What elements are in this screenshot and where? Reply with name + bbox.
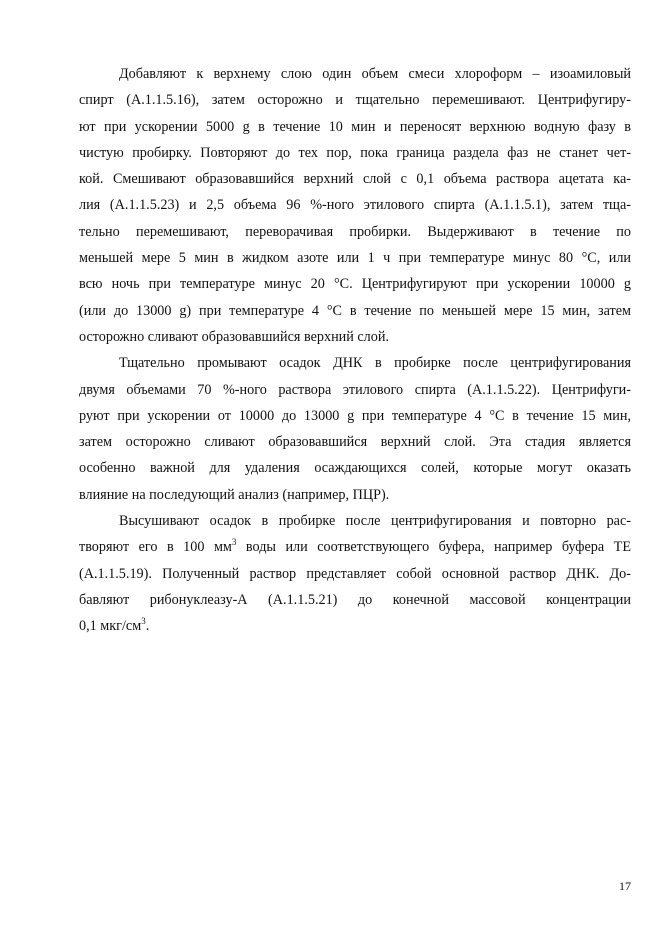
text-line: ют при ускорении 5000 g в течение 10 мин и переносят верхнюю водную фазу в — [79, 118, 631, 135]
superscript: 3 — [231, 536, 237, 547]
text-line: Добавляют к верхнему слою один объем смеси хлороформ – изоамиловый — [119, 66, 631, 82]
text-line: Тщательно промывают осадок ДНК в пробирке после центрифугирования — [119, 355, 631, 372]
text-fragment: воды или соответствующего буфера, например буфера ТЕ — [236, 539, 631, 556]
text-line: Высушивают осадок в пробирке после центрифугирования и повторно рас- — [119, 513, 631, 530]
paragraph-1 — [79, 61, 631, 350]
text-line: чистую пробирку. Повторяют до тех пор, пока граница раздела фаз не станет чет- — [79, 144, 631, 161]
text-line: меньшей мере 5 мин в жидком азоте или 1 ч при температуре минус 80 °С, или — [79, 250, 631, 267]
text-fragment: 0,1 мкг/см — [79, 618, 142, 635]
text-line: тельно перемешивают, переворачивая пробирки. Выдерживают в течение по — [79, 223, 631, 240]
text-fragment: творяют его в 100 мм — [79, 539, 232, 556]
page-number: 17 — [619, 879, 631, 893]
text-line: кой. Смешивают образовавшийся верхний слой с 0,1 объема раствора ацетата ка- — [79, 171, 631, 188]
text-line — [79, 613, 631, 639]
paragraph-3 — [79, 508, 631, 639]
text-line — [79, 534, 631, 560]
paragraph-2 — [79, 350, 631, 508]
text-line: двумя объемами 70 %-ного раствора этилового спирта (А.1.1.5.22). Центрифуги- — [79, 381, 631, 398]
text-line: (А.1.1.5.19). Полученный раствор представляет собой основной раствор ДНК. До- — [79, 565, 631, 582]
text-line: влияние на последующий анализ (например, ПЦР). — [79, 486, 390, 503]
text-line: руют при ускорении от 10000 до 13000 g при температуре 4 °С в течение 15 мин, — [79, 407, 631, 424]
text-line: бавляют рибонуклеазу-А (А.1.1.5.21) до конечной массовой концентрации — [79, 591, 631, 608]
text-line: всю ночь при температуре минус 20 °С. Центрифугируют при ускорении 10000 g — [79, 276, 631, 293]
text-line: (или до 13000 g) при температуре 4 °С в течение по меньшей мере 15 мин, затем — [79, 302, 631, 319]
text-fragment: . — [145, 618, 150, 635]
text-line: лия (А.1.1.5.23) и 2,5 объема 96 %-ного этилового спирта (А.1.1.5.1), затем тща- — [79, 197, 631, 214]
body-text — [79, 61, 631, 640]
text-line: затем осторожно сливают образовавшийся верхний слой. Эта стадия является — [79, 434, 631, 451]
text-line: спирт (А.1.1.5.16), затем осторожно и тщательно перемешивают. Центрифугиру- — [79, 92, 631, 109]
text-line: осторожно сливают образовавшийся верхний слой. — [79, 328, 389, 345]
text-line: особенно важной для удаления осаждающихся солей, которые могут оказать — [79, 460, 631, 477]
superscript: 3 — [141, 615, 146, 626]
